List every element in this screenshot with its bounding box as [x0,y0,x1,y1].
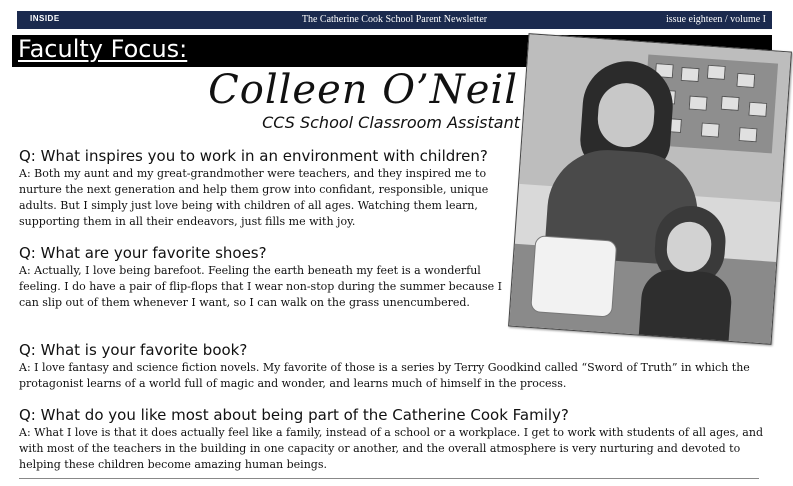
question: Q: What do you like most about being part of the Catherine Cook Family? [19,406,569,424]
profile-photo [508,33,792,345]
profile-name: Colleen O’Neil [208,67,518,113]
newsletter-header-bar [17,11,772,29]
newsletter-title: The Catherine Cook School Parent Newsletter [301,14,488,25]
photo-bag [530,235,617,318]
profile-role: CCS School Classroom Assistant [262,113,520,132]
question: Q: What is your favorite book? [19,341,248,359]
footer-divider [19,478,759,479]
section-label: INSIDE [30,14,60,23]
answer: A: Both my aunt and my great-grandmother were teachers, and they inspired me to nurture the next generation and help them grow into confidant, responsible, unique adults. But I simply just love being with children of all ages. Watching them learn, supporting them in all their endeavors, just fills me with joy. [19,167,489,228]
question: Q: What inspires you to work in an environment with children? [19,147,488,165]
section-title: Faculty Focus: [18,35,188,63]
answer: A: I love fantasy and science fiction novels. My favorite of those is a series by Terry Goodkind called “Sword of Truth” in which the protagonist learns of a world full of magic and wonder, and learns much of himself in the process. [19,361,750,390]
question: Q: What are your favorite shoes? [19,244,267,262]
answer: A: What I love is that it does actually feel like a family, instead of a school or a workplace. I get to work with students of all ages, and with most of the teachers in the building in one capacity or another, and the overall atmosphere is very nurturing and devoted to helping these children become amazing human beings. [19,426,763,471]
issue-label: issue eighteen / volume I [666,14,766,25]
answer: A: Actually, I love being barefoot. Feeling the earth beneath my feet is a wonderful feeling. I do have a pair of flip-flops that I wear non-stop during the summer because I can slip out of them whenever I want, so I can walk on the grass unencumbered. [19,264,503,309]
qa-block [19,244,514,311]
qa-block [19,406,769,473]
photo-girl-body [639,268,734,344]
qa-block [19,147,514,230]
qa-block [19,341,764,392]
